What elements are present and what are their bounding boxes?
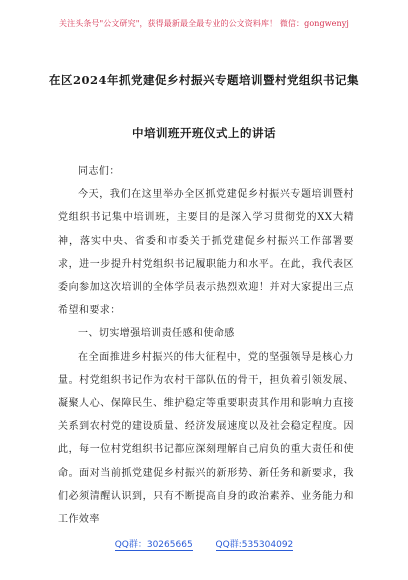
qq-group-2: QQ群:535304092 (215, 540, 294, 550)
paragraph-intro: 今天，我们在这里举办全区抓党建促乡村振兴专题培训暨村党组织书记集中培训班，主要目的是深入学习贯彻党的XX大精神，落实中央、省委和市委关于抓党建促乡村振兴工作部署要求，进一步提升村党组织书记履职能力和水平。在此，我代表区委向参加这次培训的全体学员表示热烈欢迎！并对大家提出三点希望和要求： (58, 189, 354, 317)
footer-contact (0, 537, 408, 550)
promo-banner: 关注头条号"公文研究"，获得最新最全最专业的公文资料库！ 微信：gongwenyj (59, 19, 349, 28)
qq-group-1: QQ群：30265665 (114, 540, 193, 550)
document-title-line-1: 在区2024年抓党建促乡村振兴专题培训暨村党组织书记集 (48, 73, 359, 87)
section-heading-1: 一、切实增强培训责任感和使命感 (78, 328, 235, 340)
document-body (58, 160, 354, 531)
paragraph-section-1: 在全面推进乡村振兴的伟大征程中，党的坚强领导是核心力量。村党组织书记作为农村干部队伍的骨干，担负着引领发展、凝聚人心、保障民生、维护稳定等重要职责其作用和影响力直接关系到农村党的建设质量、经济发展速度以及社会稳定程度。因此，每一位村党组织书记都应深刻理解自己肩负的重大责任和使命。面对当前抓党建促乡村振兴的新形势、新任务和新要求，我们必须清醒认识到，只有不断提高自身的政治素养、业务能力和工作效率 (58, 351, 354, 526)
greeting: 同志们： (78, 166, 120, 177)
document-title-line-2: 中培训班开班仪式上的讲话 (132, 126, 276, 140)
